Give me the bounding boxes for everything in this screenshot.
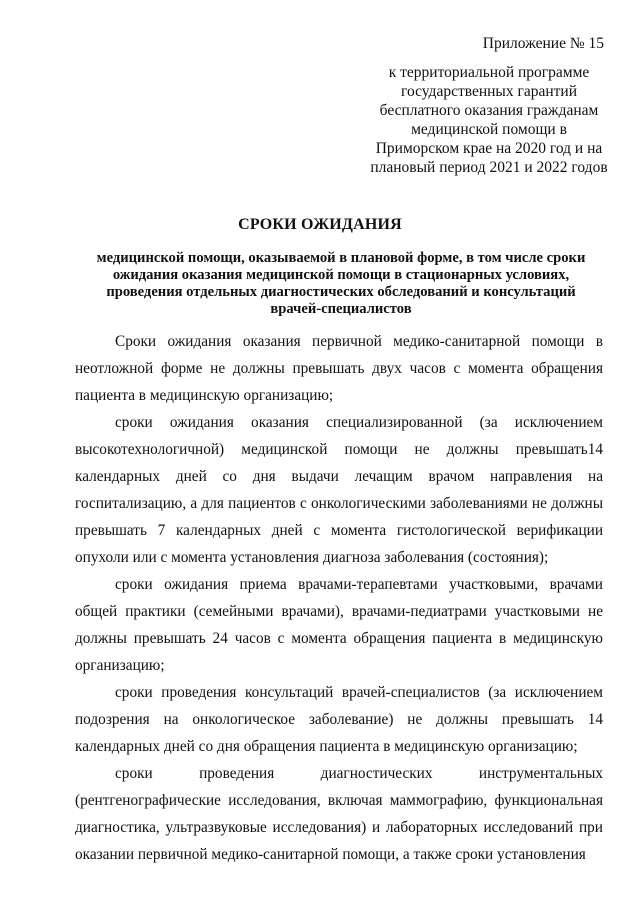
appendix-line: бесплатного оказания гражданам — [379, 102, 599, 119]
document-subtitle — [76, 250, 606, 318]
subtitle-line: врачей-специалистов — [270, 301, 412, 317]
appendix-line: государственных гарантий — [401, 83, 577, 100]
document-title: СРОКИ ОЖИДАНИЯ — [238, 216, 402, 233]
subtitle-line: медицинской помощи, оказываемой в плановой форме, в том числе сроки — [96, 250, 586, 266]
appendix-line: к территориальной программе — [388, 64, 590, 81]
body-paragraph: Сроки ожидания оказания первичной медико-санитарной помощи в неотложной форме не должны превышать двух часов с момента обращения пациента в медицинскую организацию; — [75, 333, 603, 404]
appendix-line: Приморском крае на 2020 год и на — [375, 140, 603, 157]
body-paragraph: сроки проведения диагностических инструментальных (рентгенографические исследования, включая маммографию, функциональная диагностика, ультразвуковые исследования) и лабораторных исследований при оказании первичной медико-санитарной помощи, а также сроки установления — [75, 765, 603, 863]
appendix-line: плановый период 2021 и 2022 годов — [370, 159, 608, 176]
body-paragraph: сроки ожидания приема врачами-терапевтами участковыми, врачами общей практики (семейными врачами), врачами-педиатрами участковыми не должны превышать 24 часов с момента обращения пациента в медицинскую организацию; — [75, 576, 603, 674]
body-paragraph: сроки ожидания оказания специализированной (за исключением высокотехнологичной) медицинской помощи не должны превышать14 календарных дней со дня выдачи лечащим врачом направления на госпитализацию, а для пациентов с онкологическими заболеваниями не должны превышать 7 календарных дней с момента гистологической верификации опухоли или с момента установления диагноза заболевания (состояния); — [75, 414, 603, 566]
body-paragraph: сроки проведения консультаций врачей-специалистов (за исключением подозрения на онкологическое заболевание) не должны превышать 14 календарных дней со дня обращения пациента в медицинскую организацию; — [75, 684, 603, 755]
subtitle-line: ожидания оказания медицинской помощи в стационарных условиях, — [112, 267, 570, 283]
document-body — [75, 328, 603, 868]
appendix-header — [360, 34, 608, 177]
appendix-number: Приложение № 15 — [482, 35, 604, 52]
appendix-line: медицинской помощи в — [411, 121, 567, 138]
subtitle-line: проведения отдельных диагностических обследований и консультаций — [106, 284, 576, 300]
